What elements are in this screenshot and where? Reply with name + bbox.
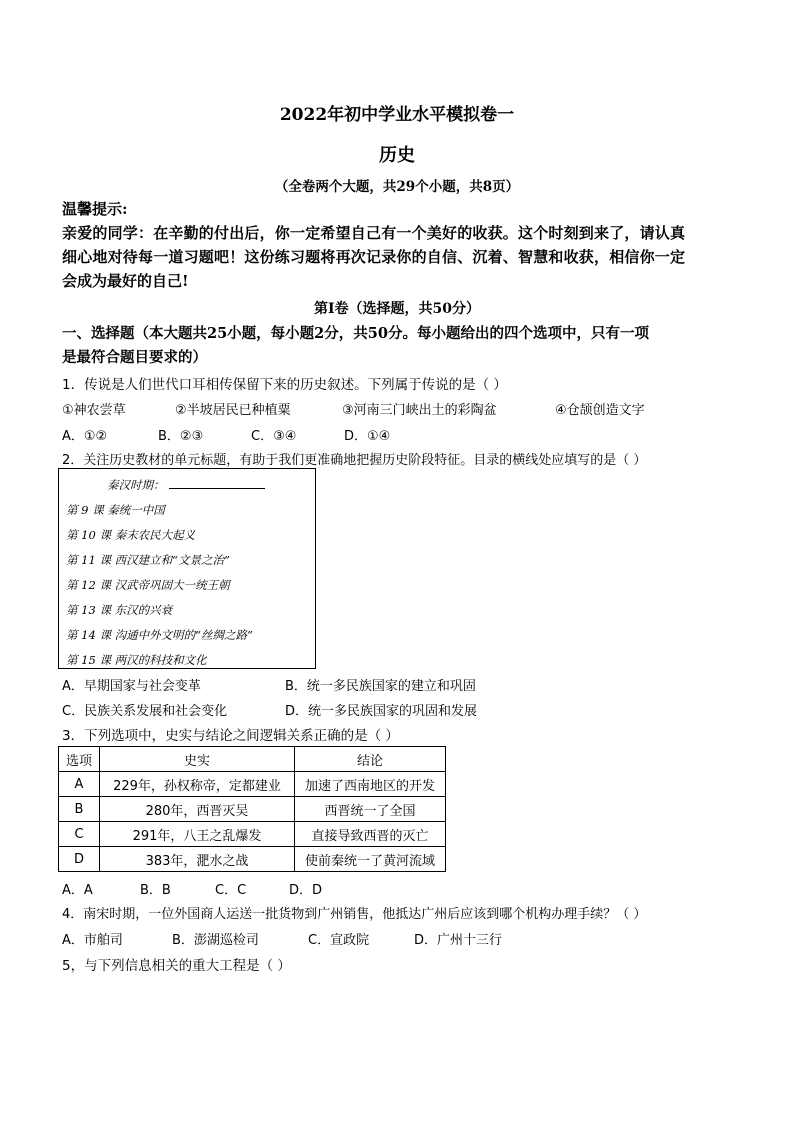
q3-option-c: C．C xyxy=(215,883,247,898)
q1-item-2: ②半坡居民已种植粟 xyxy=(175,403,291,418)
header-cell: 选项 xyxy=(59,747,100,772)
q5-stem: 5，与下列信息相关的重大工程是（ ） xyxy=(62,958,291,974)
table-header-row xyxy=(59,747,446,772)
q2-option-d: D．统一多民族国家的巩固和发展 xyxy=(285,704,478,719)
q4-option-b: B．澎湖巡检司 xyxy=(172,933,259,948)
table-cell: 西晋统一了全国 xyxy=(295,797,446,822)
q4-option-a: A．市舶司 xyxy=(62,933,123,948)
table-cell: 使前秦统一了黄河流域 xyxy=(295,847,446,872)
toc-header-label: 秦汉时期： xyxy=(107,478,165,492)
table-row xyxy=(59,847,446,872)
q3-option-d: D．D xyxy=(289,883,323,898)
tips-line-3: 会成为最好的自己! xyxy=(62,272,189,290)
table-cell: 加速了西南地区的开发 xyxy=(295,772,446,797)
toc-item: 第 9 课 秦统一中国 xyxy=(66,503,165,517)
table-cell: 229年，孙权称帝，定都建业 xyxy=(100,772,295,797)
q4-stem: 4．南宋时期，一位外国商人运送一批货物到广州销售，他抵达广州后应该到哪个机构办理手续？（ ） xyxy=(62,907,647,922)
q1-option-d: D．①④ xyxy=(344,429,391,444)
section-title: 第Ⅰ卷（选择题，共50分） xyxy=(313,301,481,317)
table-cell: A xyxy=(59,772,100,797)
table-cell: B xyxy=(59,797,100,822)
q1-item-4: ④仓颉创造文字 xyxy=(555,403,645,418)
q4-option-d: D．广州十三行 xyxy=(414,933,503,948)
tips-label: 温馨提示: xyxy=(62,200,128,218)
q2-option-b: B．统一多民族国家的建立和巩固 xyxy=(285,679,476,694)
toc-item: 第 10 课 秦末农民大起义 xyxy=(66,528,196,542)
q1-option-a: A．①② xyxy=(62,429,108,444)
table-row xyxy=(59,772,446,797)
q3-stem: 3．下列选项中，史实与结论之间逻辑关系正确的是（ ） xyxy=(62,728,399,744)
q3-table xyxy=(58,746,446,872)
table-cell: 直接导致西晋的灭亡 xyxy=(295,822,446,847)
q2-option-a: A．早期国家与社会变革 xyxy=(62,679,201,694)
header-cell: 结论 xyxy=(295,747,446,772)
q2-option-c: C．民族关系发展和社会变化 xyxy=(62,704,228,719)
q1-option-c: C．③④ xyxy=(251,429,297,444)
q2-stem: 2．关注历史教材的单元标题，有助于我们更准确地把握历史阶段特征。目录的横线处应填写的是（ ） xyxy=(62,453,647,468)
table-row xyxy=(59,797,446,822)
table-row xyxy=(59,822,446,847)
toc-item: 第 14 课 沟通中外文明的“丝绸之路” xyxy=(66,628,253,642)
q1-stem: 1．传说是人们世代口耳相传保留下来的历史叙述。下列属于传说的是（ ） xyxy=(62,377,507,393)
tips-line-1: 亲爱的同学：在辛勤的付出后，你一定希望自己有一个美好的收获。这个时刻到来了，请认真 xyxy=(62,224,686,242)
q1-item-1: ①神农尝草 xyxy=(62,403,126,418)
toc-item: 第 15 课 两汉的科技和文化 xyxy=(66,653,207,667)
tips-line-2: 细心地对待每一道习题吧！这份练习题将再次记录你的自信、沉着、智慧和收获，相信你一定 xyxy=(62,248,686,266)
exam-info: （全卷两个大题，共29个小题，共8页） xyxy=(274,179,520,195)
table-cell: 280年，西晋灭吴 xyxy=(100,797,295,822)
q1-option-b: B．②③ xyxy=(158,429,204,444)
q3-option-b: B．B xyxy=(140,883,171,898)
exam-title: 2022年初中学业水平模拟卷一 xyxy=(279,105,515,125)
section-heading-2: 是最符合题目要求的） xyxy=(62,349,207,366)
table-cell: D xyxy=(59,847,100,872)
table-cell: 383年，淝水之战 xyxy=(100,847,295,872)
table-cell: 291年，八王之乱爆发 xyxy=(100,822,295,847)
section-heading-1: 一、选择题（本大题共25小题，每小题2分，共50分。每小题给出的四个选项中，只有一项 xyxy=(62,325,649,342)
header-cell: 史实 xyxy=(100,747,295,772)
toc-item: 第 13 课 东汉的兴衰 xyxy=(66,603,173,617)
table-cell: C xyxy=(59,822,100,847)
subject-title: 历史 xyxy=(379,145,415,166)
q3-option-a: A．A xyxy=(62,883,93,898)
toc-item: 第 12 课 汉武帝巩固大一统王朝 xyxy=(66,578,230,592)
q4-option-c: C．宣政院 xyxy=(308,933,370,948)
q2-table-of-contents xyxy=(58,468,316,669)
toc-item: 第 11 课 西汉建立和“文景之治” xyxy=(66,553,230,567)
toc-blank-line xyxy=(169,478,265,489)
q1-item-3: ③河南三门峡出土的彩陶盆 xyxy=(342,403,497,418)
toc-header xyxy=(107,477,265,493)
